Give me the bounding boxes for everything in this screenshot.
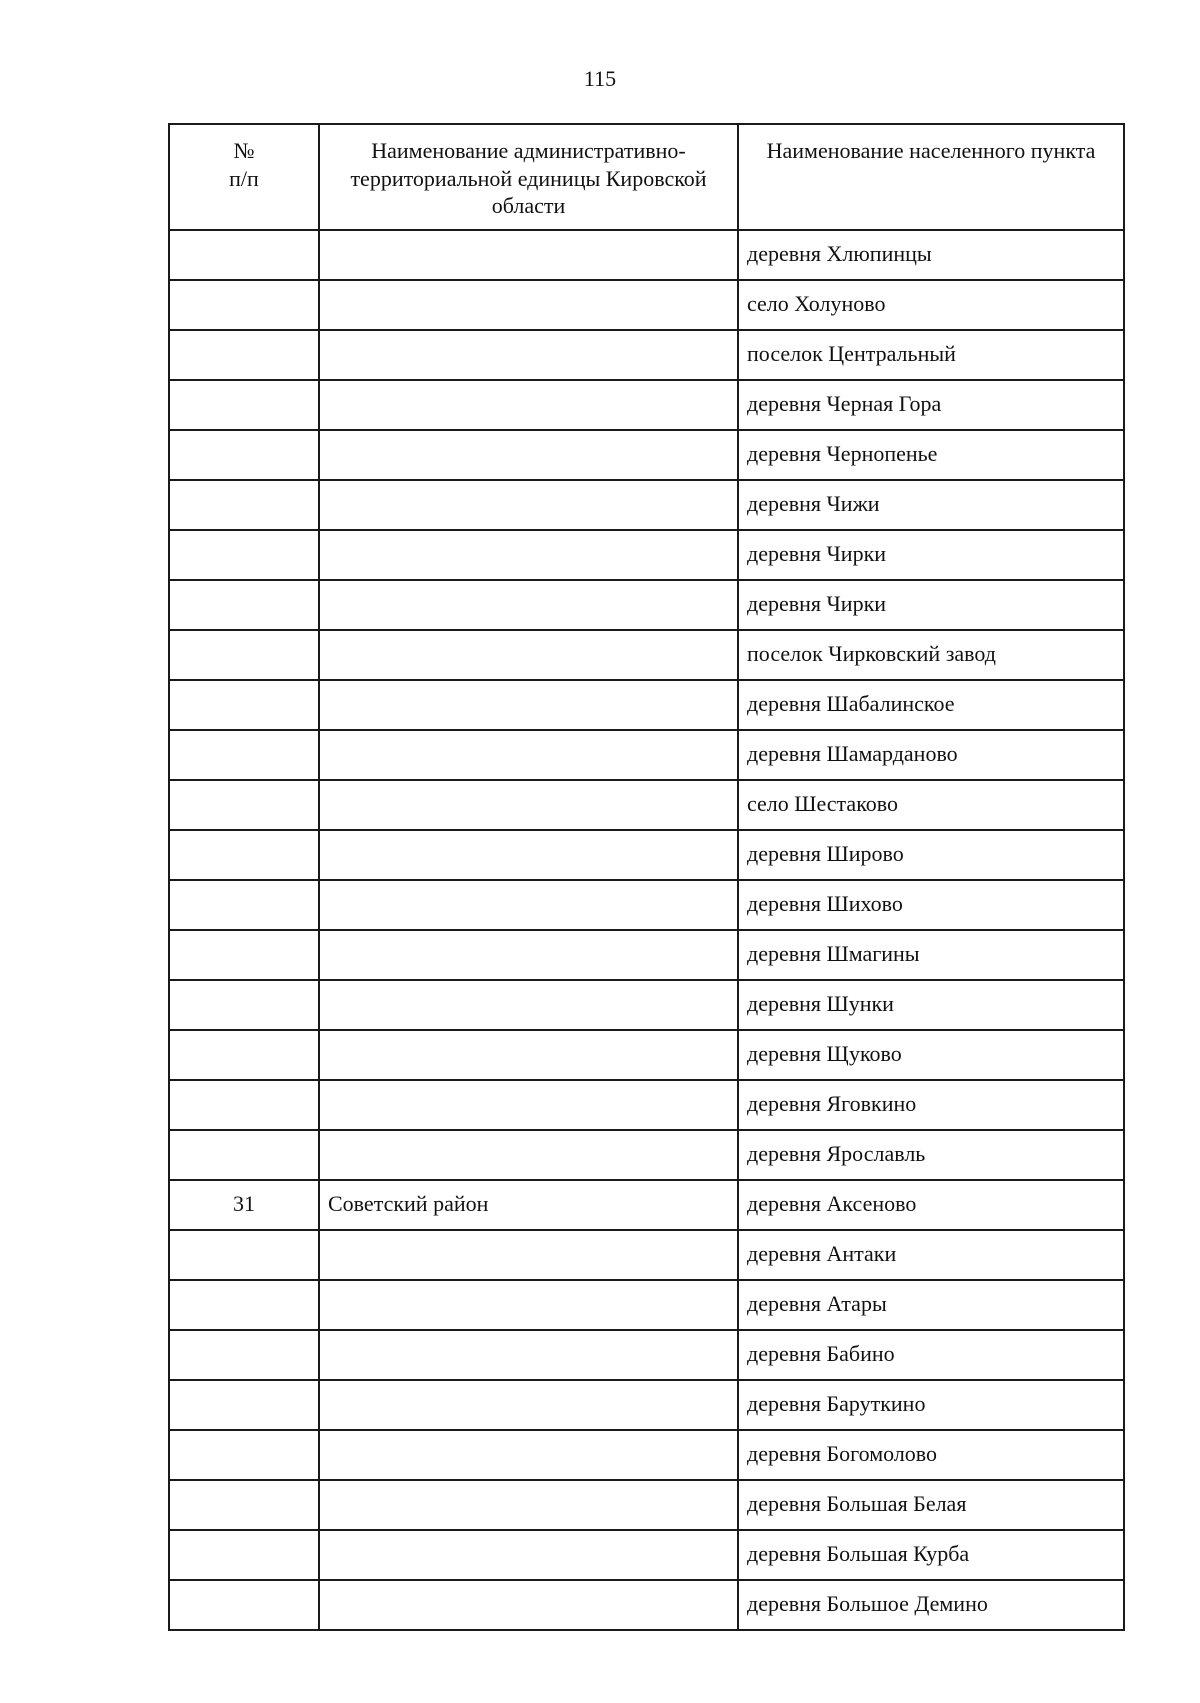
table-row: [169, 430, 1124, 480]
admin-unit-cell: [319, 230, 738, 280]
table-row: [169, 1230, 1124, 1280]
admin-unit-cell: [319, 930, 738, 980]
row-number-cell: [169, 380, 319, 430]
admin-unit-cell: [319, 980, 738, 1030]
row-number-cell: [169, 780, 319, 830]
table-row: [169, 330, 1124, 380]
admin-unit-cell: [319, 530, 738, 580]
admin-unit-cell: [319, 830, 738, 880]
settlement-cell: поселок Чирковский завод: [738, 630, 1124, 680]
settlement-cell: деревня Щуково: [738, 1030, 1124, 1080]
settlement-cell: деревня Яговкино: [738, 1080, 1124, 1130]
row-number-cell: [169, 980, 319, 1030]
settlement-cell: село Холуново: [738, 280, 1124, 330]
settlement-cell: деревня Шихово: [738, 880, 1124, 930]
table-row: [169, 930, 1124, 980]
row-number-cell: 31: [169, 1180, 319, 1230]
row-number-cell: [169, 1330, 319, 1380]
admin-unit-cell: [319, 880, 738, 930]
table-row: [169, 1330, 1124, 1380]
table-row: [169, 580, 1124, 630]
row-number-cell: [169, 1530, 319, 1580]
table-body: [169, 230, 1124, 1630]
row-number-cell: [169, 830, 319, 880]
settlement-cell: деревня Аксеново: [738, 1180, 1124, 1230]
table-row: [169, 830, 1124, 880]
table-row: [169, 1030, 1124, 1080]
settlement-cell: деревня Черная Гора: [738, 380, 1124, 430]
admin-unit-cell: [319, 1430, 738, 1480]
table-row: [169, 1580, 1124, 1630]
table-row: [169, 1530, 1124, 1580]
row-number-cell: [169, 430, 319, 480]
settlement-cell: поселок Центральный: [738, 330, 1124, 380]
table-row: [169, 530, 1124, 580]
row-number-cell: [169, 880, 319, 930]
settlements-table: [168, 123, 1125, 1631]
settlement-cell: деревня Шамарданово: [738, 730, 1124, 780]
row-number-cell: [169, 630, 319, 680]
header-settlement: Наименование населенного пункта: [738, 124, 1124, 230]
settlement-cell: деревня Чернопенье: [738, 430, 1124, 480]
settlement-cell: деревня Бабино: [738, 1330, 1124, 1380]
row-number-cell: [169, 680, 319, 730]
admin-unit-cell: [319, 630, 738, 680]
page-number: 115: [583, 66, 617, 91]
row-number-cell: [169, 230, 319, 280]
row-number-cell: [169, 580, 319, 630]
admin-unit-cell: [319, 330, 738, 380]
settlement-cell: деревня Большая Белая: [738, 1480, 1124, 1530]
row-number-cell: [169, 480, 319, 530]
table-row: [169, 880, 1124, 930]
row-number-cell: [169, 330, 319, 380]
table-row: [169, 1130, 1124, 1180]
settlement-cell: деревня Баруткино: [738, 1380, 1124, 1430]
admin-unit-cell: [319, 1030, 738, 1080]
admin-unit-cell: [319, 1480, 738, 1530]
settlement-cell: деревня Хлюпинцы: [738, 230, 1124, 280]
table-row: [169, 380, 1124, 430]
header-number: № п/п: [169, 124, 319, 230]
admin-unit-cell: [319, 1330, 738, 1380]
admin-unit-cell: [319, 1380, 738, 1430]
admin-unit-cell: [319, 680, 738, 730]
settlement-cell: село Шестаково: [738, 780, 1124, 830]
admin-unit-cell: [319, 780, 738, 830]
settlement-cell: деревня Шабалинское: [738, 680, 1124, 730]
admin-unit-cell: [319, 430, 738, 480]
table-row: [169, 1280, 1124, 1330]
table-row: [169, 680, 1124, 730]
row-number-cell: [169, 730, 319, 780]
admin-unit-cell: [319, 480, 738, 530]
settlement-cell: деревня Чирки: [738, 530, 1124, 580]
settlement-cell: деревня Большое Демино: [738, 1580, 1124, 1630]
table-row: [169, 1380, 1124, 1430]
settlement-cell: деревня Антаки: [738, 1230, 1124, 1280]
settlement-cell: деревня Шмагины: [738, 930, 1124, 980]
settlement-cell: деревня Широво: [738, 830, 1124, 880]
table-row: [169, 1430, 1124, 1480]
table-row: [169, 230, 1124, 280]
table-row: [169, 280, 1124, 330]
admin-unit-cell: [319, 730, 738, 780]
row-number-cell: [169, 930, 319, 980]
admin-unit-cell: [319, 1080, 738, 1130]
row-number-cell: [169, 1130, 319, 1180]
admin-unit-cell: [319, 380, 738, 430]
settlement-cell: деревня Чижи: [738, 480, 1124, 530]
admin-unit-cell: [319, 1530, 738, 1580]
header-admin-unit: Наименование административно-территориальной единицы Кировской области: [319, 124, 738, 230]
admin-unit-cell: [319, 280, 738, 330]
row-number-cell: [169, 1480, 319, 1530]
admin-unit-cell: [319, 1130, 738, 1180]
table-row: [169, 1180, 1124, 1230]
table-row: [169, 1080, 1124, 1130]
admin-unit-cell: Советский район: [319, 1180, 738, 1230]
row-number-cell: [169, 1030, 319, 1080]
settlement-cell: деревня Шунки: [738, 980, 1124, 1030]
row-number-cell: [169, 1380, 319, 1430]
row-number-cell: [169, 1230, 319, 1280]
admin-unit-cell: [319, 1580, 738, 1630]
row-number-cell: [169, 1080, 319, 1130]
table-row: [169, 630, 1124, 680]
settlement-cell: деревня Чирки: [738, 580, 1124, 630]
table-row: [169, 730, 1124, 780]
settlement-cell: деревня Атары: [738, 1280, 1124, 1330]
row-number-cell: [169, 1280, 319, 1330]
row-number-cell: [169, 1580, 319, 1630]
table-row: [169, 980, 1124, 1030]
row-number-cell: [169, 1430, 319, 1480]
settlement-cell: деревня Ярославль: [738, 1130, 1124, 1180]
settlement-cell: деревня Богомолово: [738, 1430, 1124, 1480]
table-header: [169, 124, 1124, 230]
table-row: [169, 1480, 1124, 1530]
table-row: [169, 780, 1124, 830]
row-number-cell: [169, 280, 319, 330]
settlement-cell: деревня Большая Курба: [738, 1530, 1124, 1580]
admin-unit-cell: [319, 580, 738, 630]
admin-unit-cell: [319, 1230, 738, 1280]
row-number-cell: [169, 530, 319, 580]
table-row: [169, 480, 1124, 530]
admin-unit-cell: [319, 1280, 738, 1330]
